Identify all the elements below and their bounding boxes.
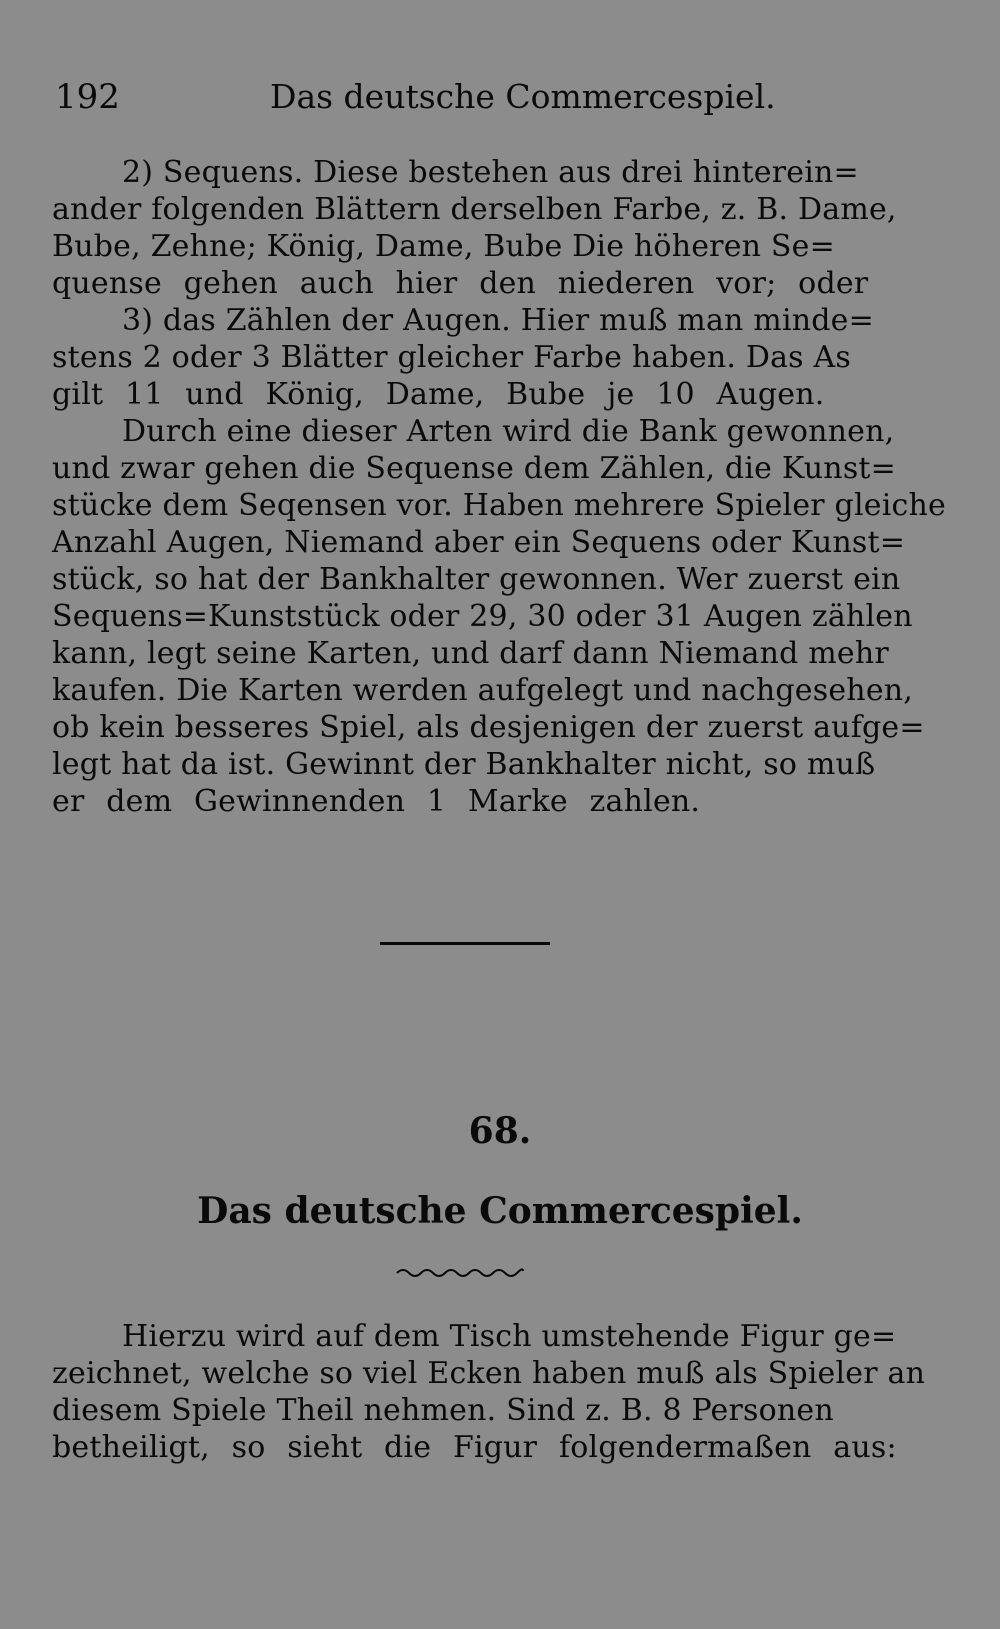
text-line: Hierzu wird auf dem Tisch umstehende Figur ge= <box>122 1319 897 1354</box>
text-line: diesem Spiele Theil nehmen. Sind z. B. 8 Personen <box>52 1393 834 1428</box>
text-line: ob kein besseres Spiel, als desjenigen der zuerst aufge= <box>52 710 925 745</box>
text-line: stücke dem Seqensen vor. Haben mehrere Spieler gleiche <box>52 488 946 523</box>
text-line: und zwar gehen die Sequense dem Zählen, die Kunst= <box>52 451 897 486</box>
section-divider <box>380 942 550 945</box>
text-line: kaufen. Die Karten werden aufgelegt und nachgesehen, <box>52 673 914 708</box>
text-line: er dem Gewinnenden 1 Marke zahlen. <box>52 784 701 819</box>
chapter-number: 68. <box>468 1110 532 1152</box>
section-a-text <box>52 154 946 820</box>
text-line: stens 2 oder 3 Blätter gleicher Farbe haben. Das As <box>52 340 851 375</box>
wavy-ornament <box>395 1264 525 1278</box>
text-line: stück, so hat der Bankhalter gewonnen. Wer zuerst ein <box>52 562 901 597</box>
section-b-text <box>52 1318 926 1466</box>
chapter-title: Das deutsche Commercespiel. <box>197 1190 803 1232</box>
text-line: Durch eine dieser Arten wird die Bank gewonnen, <box>122 414 895 449</box>
text-line: ander folgenden Blättern derselben Farbe, z. B. Dame, <box>52 192 897 227</box>
text-line: kann, legt seine Karten, und darf dann Niemand mehr <box>52 636 889 671</box>
text-line: zeichnet, welche so viel Ecken haben muß als Spieler an <box>52 1356 926 1391</box>
text-line: Bube, Zehne; König, Dame, Bube Die höheren Se= <box>52 229 835 264</box>
running-title: Das deutsche Commercespiel. <box>270 77 776 116</box>
text-line: 2) Sequens. Diese bestehen aus drei hinterein= <box>122 155 859 190</box>
running-head <box>55 72 915 122</box>
text-line: Anzahl Augen, Niemand aber ein Sequens oder Kunst= <box>52 525 906 560</box>
text-line: gilt 11 und König, Dame, Bube je 10 Augen. <box>52 377 825 412</box>
text-line: legt hat da ist. Gewinnt der Bankhalter nicht, so muß <box>52 747 876 782</box>
text-line: quense gehen auch hier den niederen vor; oder <box>52 266 869 301</box>
text-line: betheiligt, so sieht die Figur folgendermaßen aus: <box>52 1430 897 1465</box>
text-line: 3) das Zählen der Augen. Hier muß man minde= <box>122 303 874 338</box>
text-line: Sequens=Kunststück oder 29, 30 oder 31 Augen zählen <box>52 599 913 634</box>
page-number: 192 <box>55 77 120 117</box>
